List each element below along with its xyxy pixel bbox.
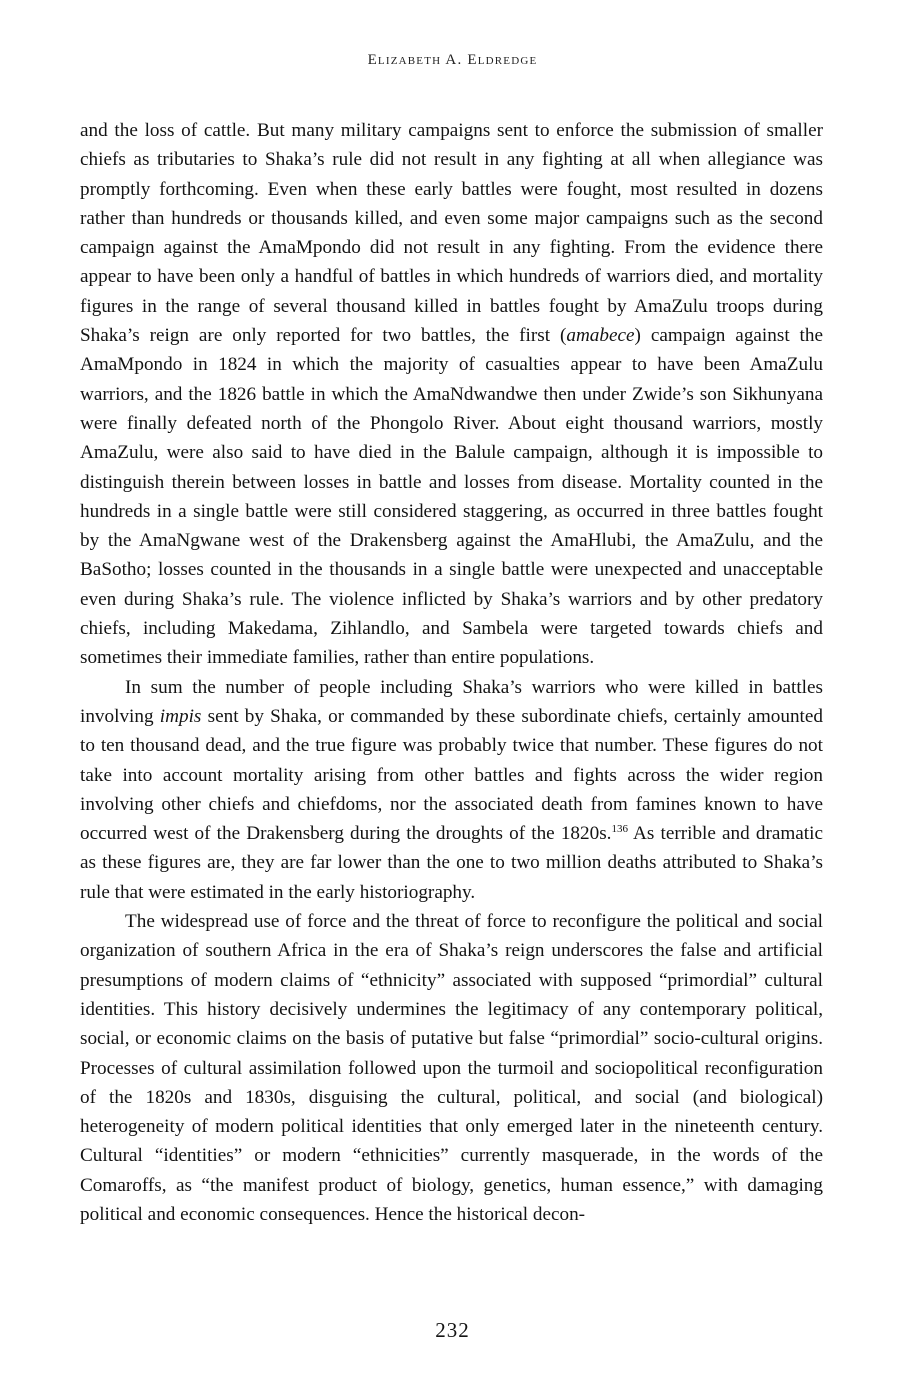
paragraph-2-text-after: sent by Shaka, or commanded by these subordinate chiefs, certainly amounted to ten thousand dead, and the true figure was probably twice that number. These figures do not take into account mortality arising from other battles and fights across the wider region involving other chiefs and chiefdoms, nor the associated death from famines known to have occurred west of the Drakensberg during the droughts of the 1820s.: [80, 705, 823, 845]
page-number: 232: [435, 1318, 470, 1342]
running-head: Elizabeth A. Eldredge: [367, 52, 538, 68]
paragraph-2-italic: impis: [159, 705, 202, 727]
footnote-marker: 136: [611, 823, 628, 836]
paragraph-1-text-after: ) campaign against the AmaMpondo in 1824 in which the majority of casualties appear to have been AmaZulu warriors, and the 1826 battle in which the AmaNdwandwe then under Zwide’s son Sikhunyana were finally defeated north of the Phongolo River. About eight thousand warriors, mostly AmaZulu, were also said to have died in the Balule campaign, although it is impossible to distinguish therein between losses in battle and losses from disease. Mortality counted in the hundreds in a single battle were still considered staggering, as occurred in three battles fought by the AmaNgwane west of the Drakensberg against the AmaHlubi, the AmaZulu, and the BaSotho; losses counted in the thousands in a single battle were unexpected and unacceptable even during Shaka’s rule. The violence inflicted by Shaka’s warriors and by other predatory chiefs, including Makedama, Zihlandlo, and Sambela were targeted towards chiefs and sometimes their immediate families, rather than entire populations.: [80, 325, 823, 669]
paragraph-2-text-end: As terrible and dramatic as these figures are, they are far lower than the one to two million deaths attributed to Shaka’s rule that were estimated in the early historiography.: [80, 823, 823, 903]
paragraph-1-italic: amabece: [566, 325, 635, 347]
paragraph-2: [80, 673, 823, 907]
paragraph-2-text: In sum the number of people including Shaka’s warriors who were killed in battles involving: [80, 676, 823, 727]
paragraph-1-text: and the loss of cattle. But many military campaigns sent to enforce the submission of smaller chiefs as tributaries to Shaka’s rule did not result in any fighting at all when allegiance was promptly forthcoming. Even when these early battles were fought, most resulted in dozens rather than hundreds or thousands killed, and even some major campaigns such as the second campaign against the AmaMpondo did not result in any fighting. From the evidence there appear to have been only a handful of battles in which hundreds of warriors died, and mortality figures in the range of several thousand killed in battles fought by AmaZulu troops during Shaka’s reign are only reported for two battles, the first (: [80, 120, 823, 347]
paragraph-3-text: The widespread use of force and the threat of force to reconfigure the political and social organization of southern Africa in the era of Shaka’s reign underscores the false and artificial presumptions of modern claims of “ethnicity” associated with supposed “primordial” cultural identities. This history decisively undermines the legitimacy of any contemporary political, social, or economic claims on the basis of putative but false “primordial” socio-cultural origins. Processes of cultural assimilation followed upon the turmoil and sociopolitical reconfiguration of the 1820s and 1830s, disguising the cultural, political, and social (and biological) heterogeneity of modern political identities that only emerged later in the nineteenth century. Cultural “identities” or modern “ethnicities” currently masquerade, in the words of the Comaroffs, as “the manifest product of biology, genetics, human essence,” with damaging political and economic consequences. Hence the historical decon-: [80, 911, 823, 1225]
paragraph-3: [80, 907, 823, 1229]
paragraph-1: [80, 116, 823, 673]
body-text: [80, 116, 823, 1229]
